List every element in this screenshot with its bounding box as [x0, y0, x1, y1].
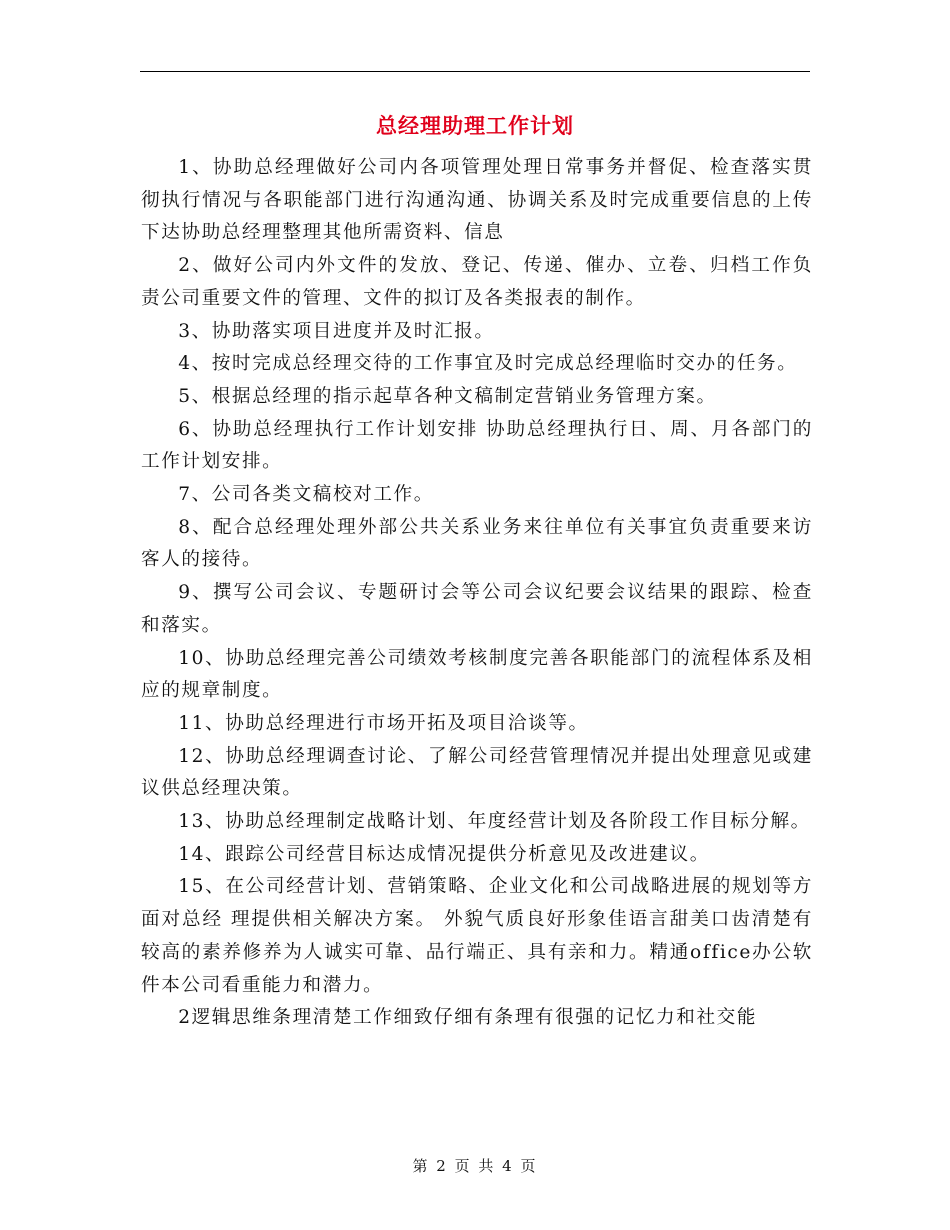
document-title: 总经理助理工作计划: [376, 114, 574, 138]
header-rule: [140, 71, 810, 72]
page-indicator: 第 2 页 共 4 页: [412, 1157, 538, 1175]
paragraph: 6、协助总经理执行工作计划安排 协助总经理执行日、周、月各部门的工作计划安排。: [141, 418, 813, 473]
paragraph: 8、配合总经理处理外部公共关系业务来往单位有关事宜负责重要来访客人的接待。: [141, 516, 813, 571]
paragraph: 10、协助总经理完善公司绩效考核制度完善各职能部门的流程体系及相应的规章制度。: [141, 647, 813, 702]
paragraph: 11、协助总经理进行市场开拓及项目洽谈等。: [178, 712, 589, 734]
paragraph: 7、公司各类文稿校对工作。: [178, 484, 434, 506]
paragraph: 14、跟踪公司经营目标达成情况提供分析意见及改进建议。: [178, 843, 710, 865]
paragraph: 15、在公司经营计划、营销策略、企业文化和公司战略进展的规划等方面对总经 理提供相关解决方案。 外貌气质良好形象佳语言甜美口齿清楚有较高的素养修养为人诚实可靠、品行端正、具有亲和力。精通office办公软件本公司看重能力和潜力。: [141, 876, 813, 996]
document-body: [141, 152, 813, 1035]
paragraph: 3、协助落实项目进度并及时汇报。: [178, 320, 495, 342]
paragraph: 1、协助总经理做好公司内各项管理处理日常事务并督促、检查落实贯彻执行情况与各职能部门进行沟通沟通、协调关系及时完成重要信息的上传下达协助总经理整理其他所需资料、信息: [141, 157, 813, 244]
paragraph: 9、撰写公司会议、专题研讨会等公司会议纪要会议结果的跟踪、检查和落实。: [141, 582, 813, 636]
paragraph: 4、按时完成总经理交待的工作事宜及时完成总经理临时交办的任务。: [178, 353, 798, 375]
paragraph: 13、协助总经理制定战略计划、年度经营计划及各阶段工作目标分解。: [178, 811, 811, 833]
paragraph: 2、做好公司内外文件的发放、登记、传递、催办、立卷、归档工作负责公司重要文件的管理、文件的拟订及各类报表的制作。: [141, 255, 813, 309]
paragraph: 12、协助总经理调查讨论、了解公司经营管理情况并提出处理意见或建议供总经理决策。: [141, 745, 813, 800]
paragraph: 2逻辑思维条理清楚工作细致仔细有条理有很强的记忆力和社交能: [178, 1007, 758, 1029]
paragraph: 5、根据总经理的指示起草各种文稿制定营销业务管理方案。: [178, 385, 717, 407]
